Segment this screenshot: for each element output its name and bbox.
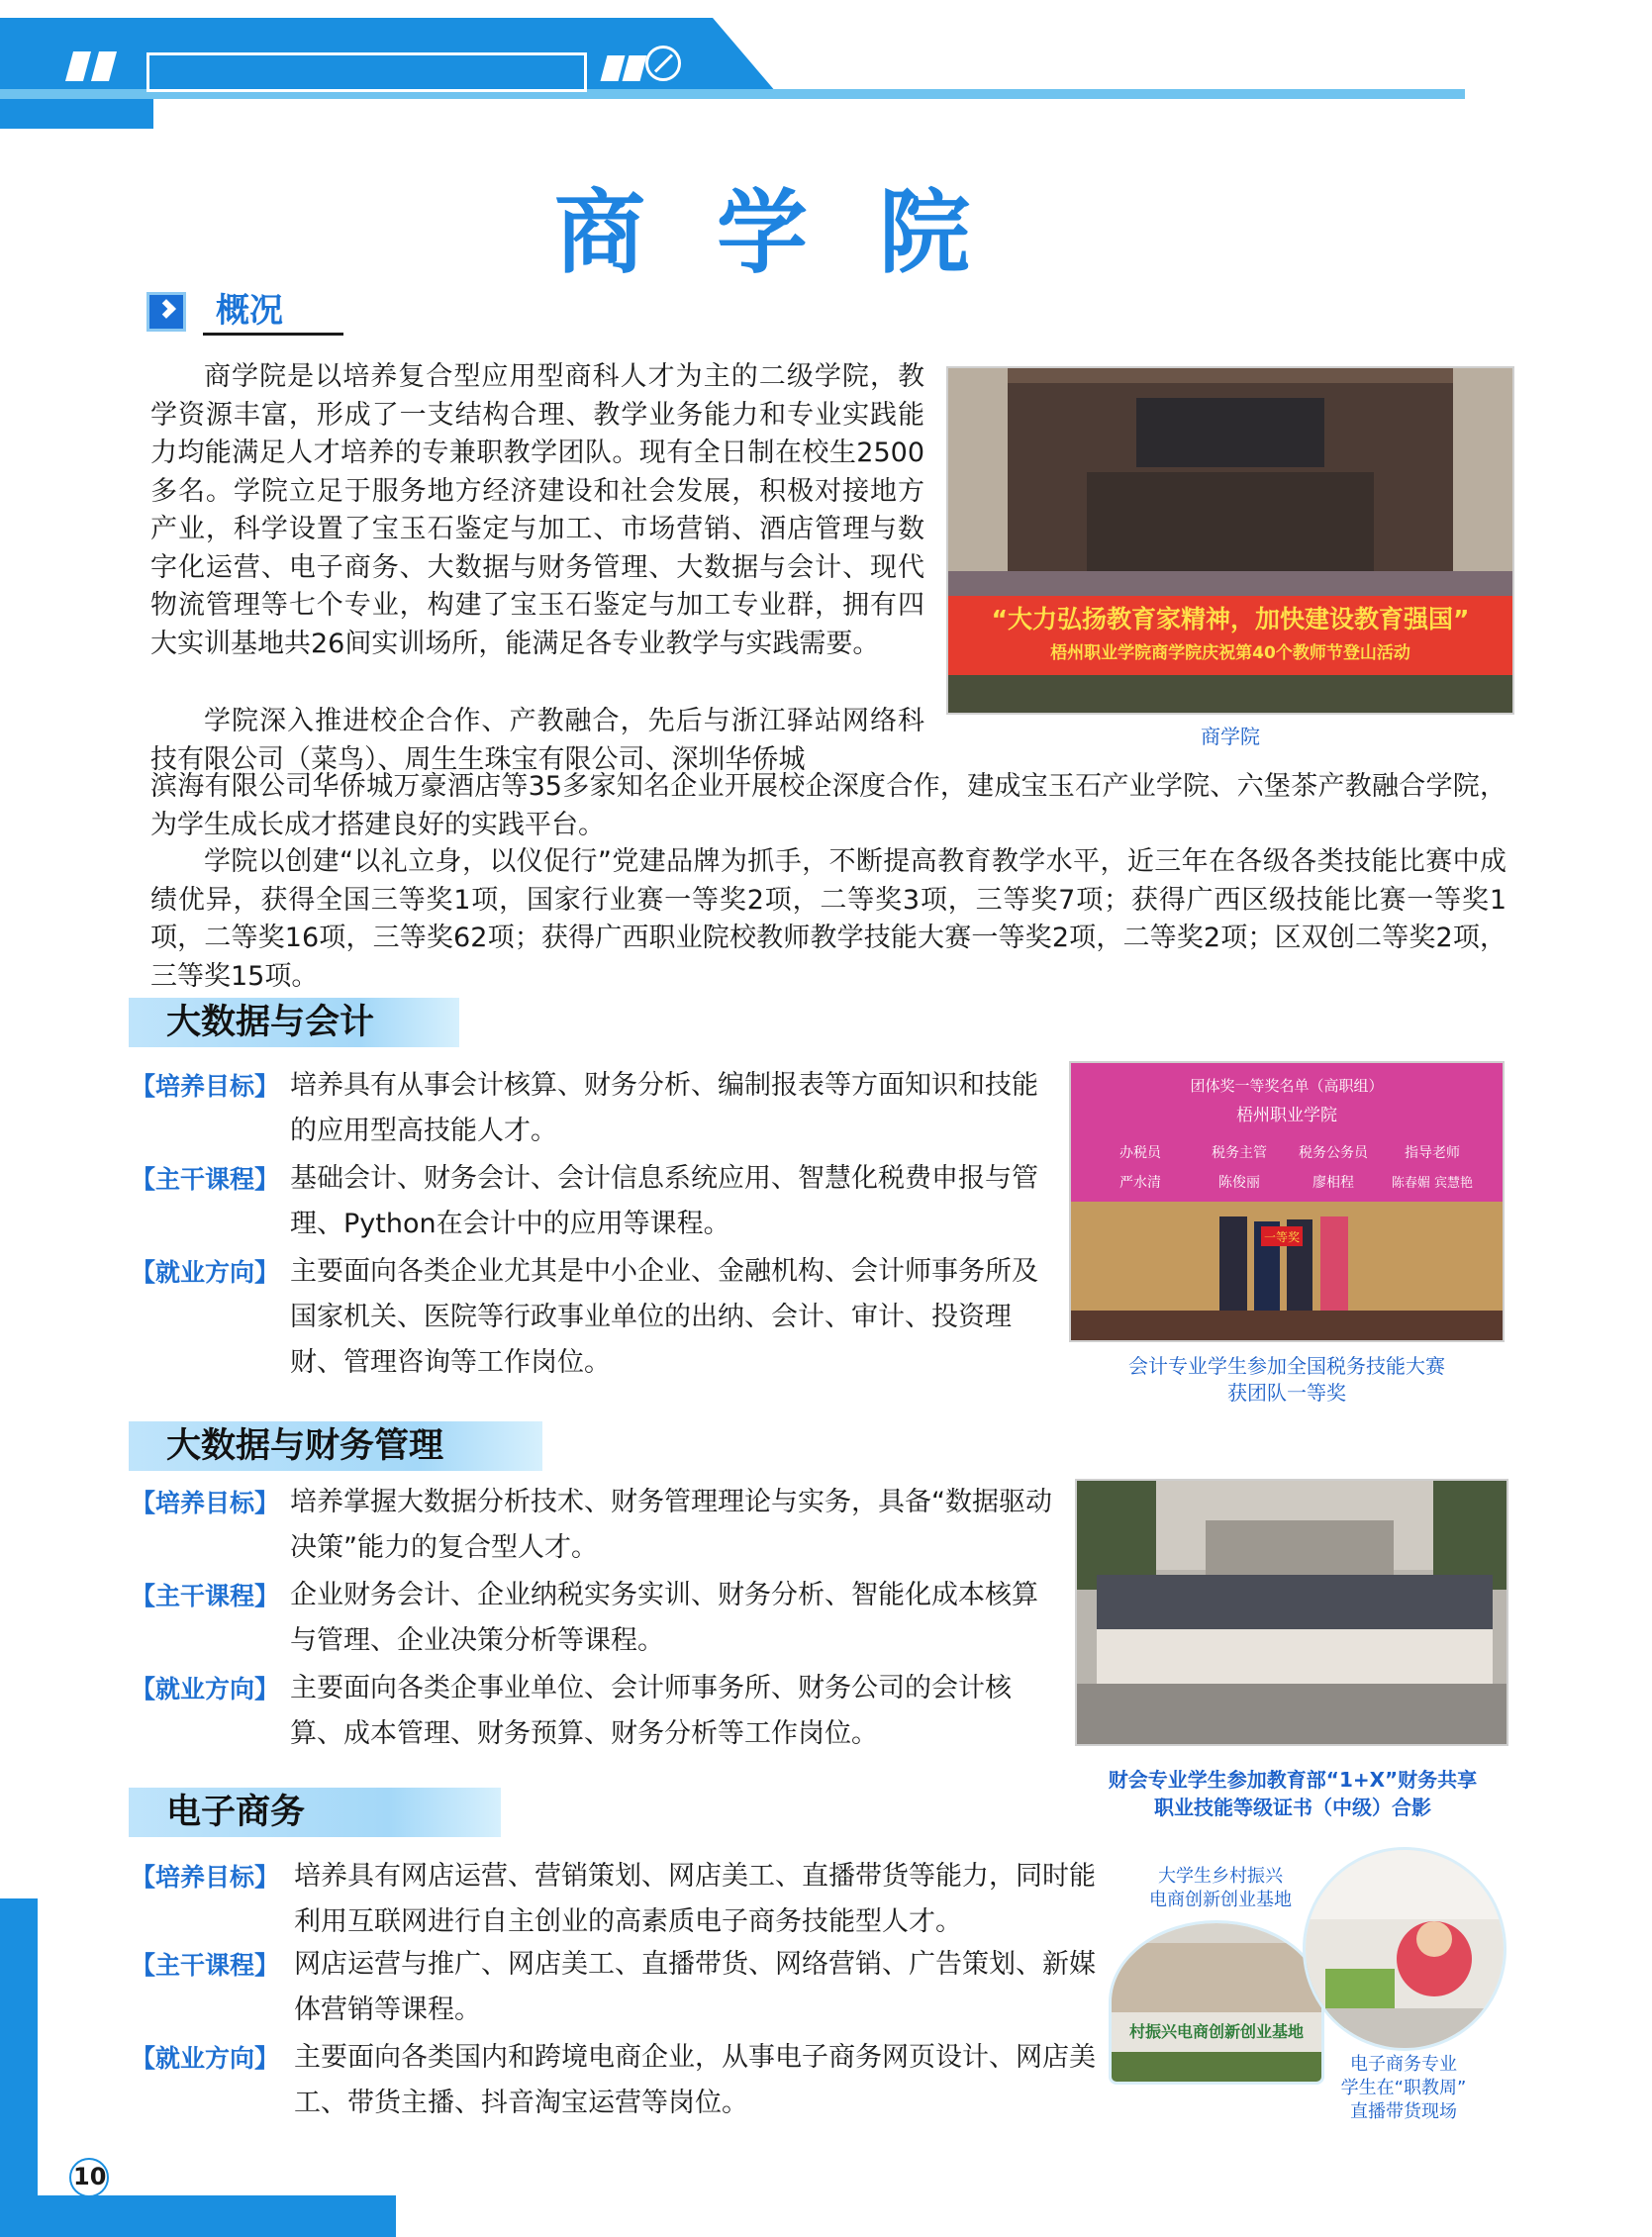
livestream-photo xyxy=(1303,1847,1506,2051)
screen-role: 办税员 xyxy=(1119,1145,1161,1161)
screen-name: 廖相程 xyxy=(1312,1175,1354,1191)
base-sign: 村振兴电商创新创业基地 xyxy=(1128,2022,1305,2041)
finance-careers: 主要面向各类企事业单位、会计师事务所、财务公司的会计核算、成本管理、财务预算、财务分析等工作岗位。 xyxy=(290,1673,1012,1749)
overview-paragraph-2b: 滨海有限公司华侨城万豪酒店等35多家知名企业开展校企深度合作，建成宝玉石产业学院、六堡茶产教融合学院，为学生成长成才搭建良好的实践平台。 xyxy=(150,771,1506,840)
tag-careers: 【就业方向】 xyxy=(131,2044,280,2073)
tag-careers: 【就业方向】 xyxy=(131,1675,280,1703)
page-title: 商 学 院 xyxy=(553,180,991,286)
caption-line-1: 财会专业学生参加教育部“1+X”财务共享 xyxy=(1108,1768,1478,1792)
college-photo-caption: 商学院 xyxy=(1201,725,1260,748)
heading-underline xyxy=(203,333,343,336)
tag-courses: 【主干课程】 xyxy=(131,1165,280,1194)
header-strip xyxy=(0,99,153,129)
screen-name: 陈俊丽 xyxy=(1218,1175,1260,1191)
ecommerce-courses: 网店运营与推广、网店美工、直播带货、网络营销、广告策划、新媒体营销等课程。 xyxy=(294,1949,1096,2025)
screen-subtitle: 团体奖一等奖名单（高职组） xyxy=(1190,1077,1384,1095)
accounting-goal: 培养具有从事会计核算、财务分析、编制报表等方面知识和技能的应用型高技能人才。 xyxy=(290,1070,1038,1146)
caption-line-2: 职业技能等级证书（中级）合影 xyxy=(1154,1796,1431,1819)
section-heading-ecommerce: 电子商务 xyxy=(129,1788,501,1837)
banner-subtext: 梧州职业学院商学院庆祝第40个教师节登山活动 xyxy=(1050,643,1410,663)
header-box xyxy=(146,52,587,92)
college-group-photo xyxy=(946,366,1514,715)
base-caption-1: 大学生乡村振兴 xyxy=(1158,1866,1283,1887)
livestream-caption-1: 电子商务专业 xyxy=(1350,2054,1457,2075)
page-number: 10 xyxy=(73,2163,107,2190)
livestream-caption-2: 学生在“职教周” xyxy=(1340,2078,1467,2098)
screen-role: 税务公务员 xyxy=(1299,1145,1368,1161)
chevron-right-icon xyxy=(146,292,186,332)
ecommerce-base-photo xyxy=(1109,1920,1324,2085)
section-heading-finance: 大数据与财务管理 xyxy=(129,1421,542,1471)
footer-bar-bottom xyxy=(0,2195,396,2237)
screen-role: 税务主管 xyxy=(1212,1145,1267,1161)
tag-courses: 【主干课程】 xyxy=(131,1951,280,1980)
overview-paragraph-2a: 学院深入推进校企合作、产教融合，先后与浙江驿站网络科技有限公司（菜鸟）、周生生珠宝有限公司、深圳华侨城 xyxy=(150,706,924,775)
compass-icon xyxy=(645,46,681,81)
finance-courses: 企业财务会计、企业纳税实务实训、财务分析、智能化成本核算与管理、企业决策分析等课程。 xyxy=(290,1580,1038,1656)
tag-goal: 【培养目标】 xyxy=(131,1863,280,1892)
banner-text: “大力弘扬教育家精神，加快建设教育强国” xyxy=(991,605,1470,633)
overview-paragraph-1: 商学院是以培养复合型应用型商科人才为主的二级学院，教学资源丰富，形成了一支结构合理、教学业务能力和专业实践能力均能满足人才培养的专兼职教学团队。现有全日制在校生2500多名。学院立足于服务地方经济建设和社会发展，积极对接地方产业，科学设置了宝玉石鉴定与加工、市场营销、酒店管理与数字化运营、电子商务、大数据与财务管理、大数据与会计、现代物流管理等七个专业，构建了宝玉石鉴定与加工专业群，拥有四大实训基地共26间实训场所，能满足各专业教学与实践需要。 xyxy=(150,361,924,659)
section-heading-accounting: 大数据与会计 xyxy=(129,998,459,1047)
ecommerce-careers: 主要面向各类国内和跨境电商企业，从事电子商务网页设计、网店美工、带货主播、抖音淘宝运营等岗位。 xyxy=(294,2042,1096,2118)
caption-line-2: 获团队一等奖 xyxy=(1227,1381,1346,1405)
screen-name: 陈春媚 宾慧艳 xyxy=(1391,1176,1474,1191)
tag-goal: 【培养目标】 xyxy=(131,1072,280,1101)
accounting-careers: 主要面向各类企业尤其是中小企业、金融机构、会计师事务所及国家机关、医院等行政事业单位的出纳、会计、审计、投资理财、管理咨询等工作岗位。 xyxy=(290,1256,1038,1378)
ecommerce-goal: 培养具有网店运营、营销策划、网店美工、直播带货等能力，同时能利用互联网进行自主创业的高素质电子商务技能型人才。 xyxy=(294,1861,1096,1937)
screen-title: 梧州职业学院 xyxy=(1236,1106,1337,1125)
tax-competition-photo xyxy=(1069,1061,1505,1342)
finance-goal: 培养掌握大数据分析技术、财务管理理论与实务，具备“数据驱动决策”能力的复合型人才。 xyxy=(290,1487,1052,1563)
livestream-caption-3: 直播带货现场 xyxy=(1350,2101,1457,2122)
overview-heading: 概况 xyxy=(216,291,283,331)
tag-careers: 【就业方向】 xyxy=(131,1258,280,1287)
overview-paragraph-3: 学院以创建“以礼立身，以仪促行”党建品牌为抓手，不断提高教育教学水平，近三年在各级各类技能比赛中成绩优异，获得全国三等奖1项，国家行业赛一等奖2项，二等奖3项，三等奖7项；获得广西区级技能比赛一等奖1项，二等奖16项，三等奖62项；获得广西职业院校教师教学技能大赛一等奖2项，二等奖2项；区双创二等奖2项，三等奖15项。 xyxy=(150,846,1506,992)
base-caption-2: 电商创新创业基地 xyxy=(1149,1890,1292,1910)
caption-line-1: 会计专业学生参加全国税务技能大赛 xyxy=(1128,1354,1445,1378)
award-sign: 一等奖 xyxy=(1263,1230,1301,1244)
screen-name: 严水清 xyxy=(1119,1175,1161,1191)
footer-bar-left xyxy=(0,1898,38,2237)
screen-role: 指导老师 xyxy=(1405,1145,1460,1161)
tag-courses: 【主干课程】 xyxy=(131,1582,280,1610)
tag-goal: 【培养目标】 xyxy=(131,1489,280,1517)
accounting-courses: 基础会计、财务会计、会计信息系统应用、智慧化税费申报与管理、Python在会计中的应用等课程。 xyxy=(290,1163,1038,1239)
finance-group-photo xyxy=(1075,1479,1508,1746)
